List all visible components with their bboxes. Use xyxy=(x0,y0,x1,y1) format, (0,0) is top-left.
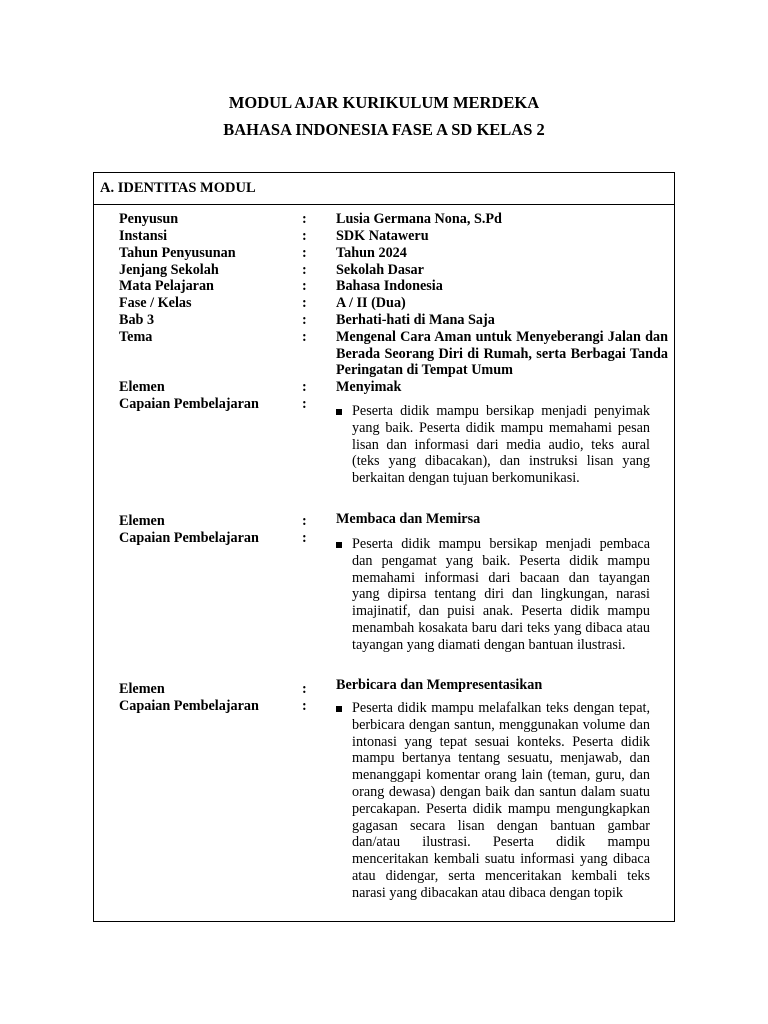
value-tema: Mengenal Cara Aman untuk Menyeberangi Jalan dan Berada Seorang Diri di Rumah, serta Berbagai Tanda Peringatan di Tempat Umum xyxy=(336,329,668,379)
colon: : xyxy=(302,530,307,546)
document-title-line-2: BAHASA INDONESIA FASE A SD KELAS 2 xyxy=(223,120,545,139)
square-bullet-icon xyxy=(336,706,342,712)
value-mata-pelajaran: Bahasa Indonesia xyxy=(336,278,443,294)
label-penyusun: Penyusun xyxy=(119,211,179,227)
capaian-text: Peserta didik mampu bersikap menjadi pembaca dan pengamat yang baik. Peserta didik mampu memahami informasi dari bacaan dan tayangan yang dipirsa tentang diri dan lingkungan, narasi imajinatif, dan puisi anak. Peserta didik mampu menambah kosakata baru dari teks yang dibaca atau tayangan yang diamati dengan bantuan ilustrasi. xyxy=(352,536,650,653)
element-name: Membaca dan Memirsa xyxy=(336,511,481,527)
colon: : xyxy=(302,379,307,395)
label-capaian: Capaian Pembelajaran xyxy=(119,396,259,412)
colon: : xyxy=(302,228,307,244)
colon: : xyxy=(302,295,307,311)
colon: : xyxy=(302,245,307,261)
colon: : xyxy=(302,681,307,697)
square-bullet-icon xyxy=(336,542,342,548)
label-tahun-penyusunan: Tahun Penyusunan xyxy=(119,245,236,261)
colon: : xyxy=(302,262,307,278)
colon: : xyxy=(302,211,307,227)
colon: : xyxy=(302,278,307,294)
label-instansi: Instansi xyxy=(119,228,168,244)
value-bab: Berhati-hati di Mana Saja xyxy=(336,312,495,328)
value-tahun-penyusunan: Tahun 2024 xyxy=(336,245,407,261)
value-jenjang-sekolah: Sekolah Dasar xyxy=(336,262,424,278)
colon: : xyxy=(302,329,307,345)
document-title-line-1: MODUL AJAR KURIKULUM MERDEKA xyxy=(228,93,540,112)
section-header: A. IDENTITAS MODUL xyxy=(94,173,674,205)
capaian-text: Peserta didik mampu bersikap menjadi penyimak yang baik. Peserta didik mampu memahami pesan lisan dan informasi dari media audio, teks aural (teks yang dibacakan), dan instruksi lisan yang berkaitan dengan tujuan berkomunikasi. xyxy=(352,403,650,487)
label-tema: Tema xyxy=(119,329,153,345)
value-penyusun: Lusia Germana Nona, S.Pd xyxy=(336,211,502,227)
label-elemen: Elemen xyxy=(119,379,165,395)
element-name: Menyimak xyxy=(336,379,402,395)
capaian-text: Peserta didik mampu melafalkan teks dengan tepat, berbicara dengan santun, menggunakan volume dan intonasi yang tepat sesuai konteks. Peserta didik mampu bertanya tentang sesuatu, menjawab, dan menanggapi komentar orang lain (teman, guru, dan orang dewasa) dengan baik dan santun dalam suatu percakapan. Peserta didik mampu mengungkapkan gagasan secara lisan dengan bantuan gambar dan/atau ilustrasi. Peserta didik mampu menceritakan kembali suatu informasi yang dibaca atau didengar, serta menceritakan kembali teks narasi yang dibacakan atau dibaca dengan topik xyxy=(352,700,650,901)
label-bab: Bab 3 xyxy=(119,312,155,328)
value-fase-kelas: A / II (Dua) xyxy=(336,295,406,311)
colon: : xyxy=(302,698,307,714)
label-mata-pelajaran: Mata Pelajaran xyxy=(119,278,214,294)
label-capaian: Capaian Pembelajaran xyxy=(119,530,259,546)
square-bullet-icon xyxy=(336,409,342,415)
element-name: Berbicara dan Mempresentasikan xyxy=(336,677,543,693)
colon: : xyxy=(302,513,307,529)
label-elemen: Elemen xyxy=(119,513,165,529)
label-jenjang-sekolah: Jenjang Sekolah xyxy=(119,262,219,278)
label-elemen: Elemen xyxy=(119,681,165,697)
colon: : xyxy=(302,312,307,328)
label-fase-kelas: Fase / Kelas xyxy=(119,295,192,311)
colon: : xyxy=(302,396,307,412)
value-instansi: SDK Nataweru xyxy=(336,228,429,244)
label-capaian: Capaian Pembelajaran xyxy=(119,698,259,714)
